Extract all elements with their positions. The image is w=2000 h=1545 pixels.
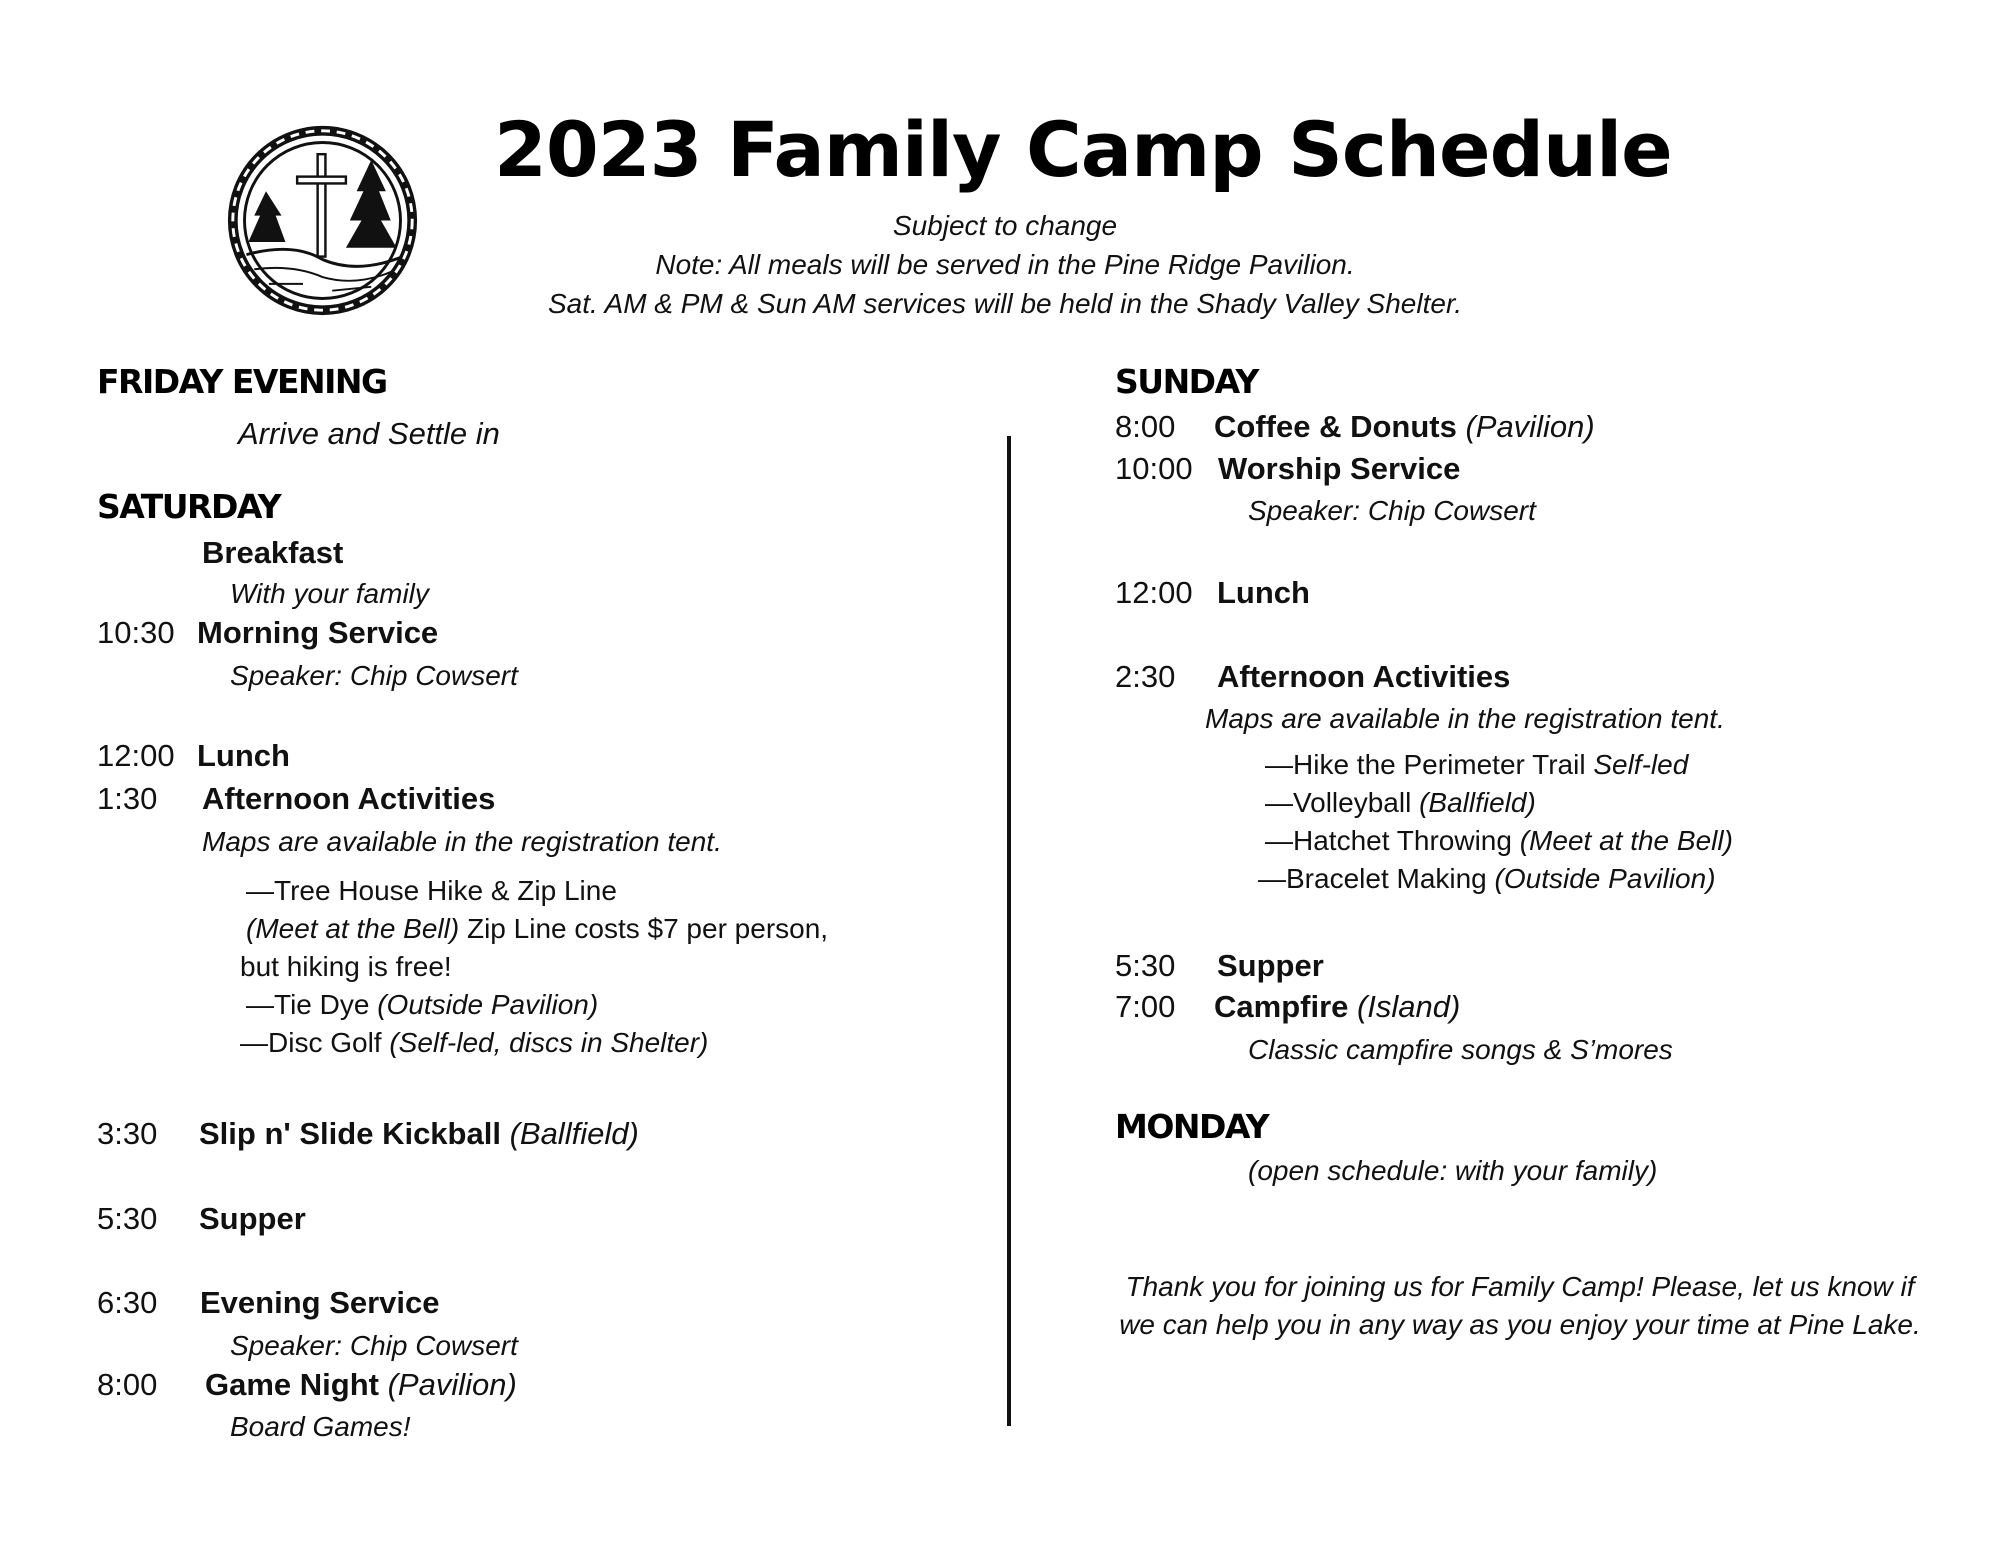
activity-location: (Ballfield) <box>1419 787 1536 818</box>
sat-activity-hiking-free: but hiking is free! <box>240 951 452 982</box>
sat-lunch-time: 12:00 <box>97 738 175 773</box>
sun-activity-volleyball <box>1265 787 1536 819</box>
sat-kickball <box>199 1116 639 1152</box>
friday-heading: FRIDAY EVENING <box>97 362 387 401</box>
sun-activity-bracelet <box>1258 863 1716 895</box>
sun-coffee-location: (Pavilion) <box>1456 409 1595 444</box>
sun-lunch-title: Lunch <box>1217 575 1310 610</box>
activity-name: —Hike the Perimeter Trail <box>1265 749 1594 780</box>
sun-activity-hatchet <box>1265 825 1733 857</box>
sun-afternoon-title: Afternoon Activities <box>1217 659 1511 694</box>
activity-location: (Outside Pavilion) <box>1494 863 1716 894</box>
sun-coffee-title: Coffee & Donuts <box>1214 409 1457 444</box>
sat-kickball-title: Slip n' Slide Kickball <box>199 1116 501 1151</box>
sat-game-night <box>205 1367 517 1403</box>
sun-campfire-time: 7:00 <box>1115 989 1176 1024</box>
sun-supper-title: Supper <box>1217 948 1324 983</box>
activity-name: —Hatchet Throwing <box>1265 825 1520 856</box>
activity-location: (Self-led, discs in Shelter) <box>389 1027 709 1058</box>
sat-lunch-title: Lunch <box>197 738 290 773</box>
sat-afternoon-title: Afternoon Activities <box>202 781 496 816</box>
column-divider <box>1007 436 1011 1426</box>
sat-kickball-location: (Ballfield) <box>500 1116 639 1151</box>
sat-evening-title: Evening Service <box>200 1285 440 1320</box>
sat-breakfast-note: With your family <box>230 578 429 609</box>
activity-location: (Meet at the Bell) <box>1519 825 1733 856</box>
sun-campfire-note: Classic campfire songs & S’mores <box>1248 1034 1673 1065</box>
sat-breakfast-title: Breakfast <box>202 535 344 570</box>
sun-lunch-time: 12:00 <box>1115 575 1193 610</box>
camp-logo-icon <box>225 123 420 318</box>
saturday-heading: SATURDAY <box>97 487 281 526</box>
sat-morning-title: Morning Service <box>197 615 439 650</box>
services-note: Sat. AM & PM & Sun AM services will be held in the Shady Valley Shelter. <box>547 288 1463 319</box>
sun-coffee-time: 8:00 <box>1115 409 1176 444</box>
sun-afternoon-note: Maps are available in the registration tent. <box>1205 703 1725 734</box>
sat-activity-discgolf <box>240 1027 708 1059</box>
sat-game-note: Board Games! <box>230 1411 411 1442</box>
activity-detail: Zip Line costs $7 per person, <box>459 913 829 944</box>
sun-campfire-title: Campfire <box>1214 989 1349 1024</box>
sat-game-title: Game Night <box>205 1367 379 1402</box>
sun-coffee <box>1214 409 1595 445</box>
page-title: 2023 Family Camp Schedule <box>494 105 1672 194</box>
friday-arrive: Arrive and Settle in <box>238 416 500 451</box>
sat-evening-speaker: Speaker: Chip Cowsert <box>230 1330 518 1361</box>
sat-activity-tiedye <box>246 989 598 1021</box>
monday-note: (open schedule: with your family) <box>1248 1155 1658 1186</box>
sunday-heading: SUNDAY <box>1115 362 1258 401</box>
sat-game-location: (Pavilion) <box>378 1367 517 1402</box>
sat-evening-time: 6:30 <box>97 1285 158 1320</box>
activity-name: —Volleyball <box>1265 787 1420 818</box>
sat-activity-treehouse: —Tree House Hike & Zip Line <box>246 875 617 906</box>
activity-name: —Bracelet Making <box>1258 863 1495 894</box>
activity-name: —Disc Golf <box>240 1027 390 1058</box>
sun-campfire <box>1214 989 1460 1025</box>
meals-note: Note: All meals will be served in the Pine Ridge Pavilion. <box>655 249 1355 280</box>
sat-supper-title: Supper <box>199 1201 306 1236</box>
sat-kickball-time: 3:30 <box>97 1116 158 1151</box>
sun-activity-hike <box>1265 749 1688 781</box>
sat-game-time: 8:00 <box>97 1367 158 1402</box>
sun-afternoon-time: 2:30 <box>1115 659 1176 694</box>
subtitle: Subject to change <box>892 210 1118 241</box>
sat-supper-time: 5:30 <box>97 1201 158 1236</box>
sun-supper-time: 5:30 <box>1115 948 1176 983</box>
sun-worship-time: 10:00 <box>1115 451 1193 486</box>
sat-morning-speaker: Speaker: Chip Cowsert <box>230 660 518 691</box>
activity-location: Self-led <box>1593 749 1689 780</box>
sun-campfire-location: (Island) <box>1348 989 1461 1024</box>
sun-worship-speaker: Speaker: Chip Cowsert <box>1248 495 1536 526</box>
activity-location: (Outside Pavilion) <box>377 989 599 1020</box>
sat-afternoon-note: Maps are available in the registration tent. <box>202 826 722 857</box>
sat-afternoon-time: 1:30 <box>97 781 158 816</box>
monday-heading: MONDAY <box>1115 1107 1269 1146</box>
sat-activity-zipline-cost <box>246 913 828 945</box>
sat-morning-time: 10:30 <box>97 615 175 650</box>
sun-worship-title: Worship Service <box>1218 451 1461 486</box>
thank-you-message: Thank you for joining us for Family Camp! Please, let us know if we can help you in any way as you enjoy your time at Pine Lake. <box>1119 1271 1921 1340</box>
activity-name: —Tie Dye <box>246 989 378 1020</box>
activity-location: (Meet at the Bell) <box>246 913 460 944</box>
